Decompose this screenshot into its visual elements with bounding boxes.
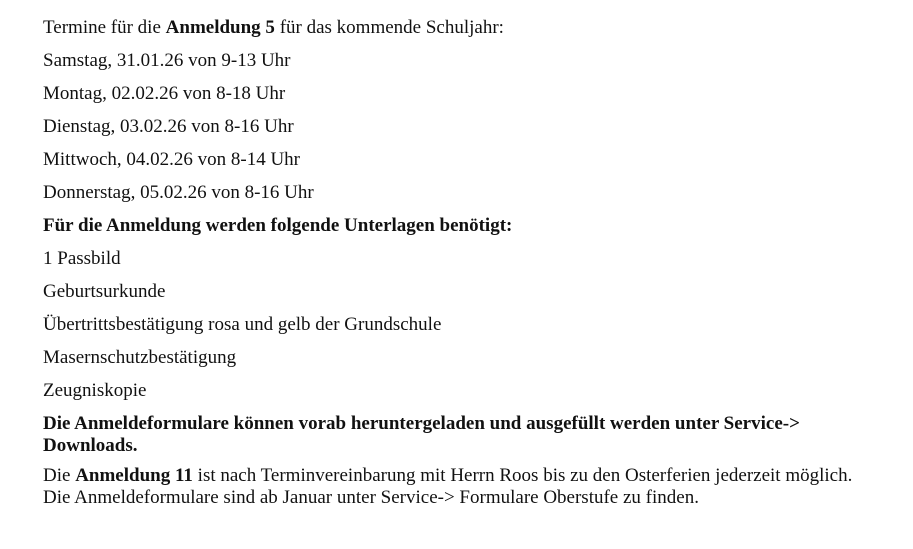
grade11-bold: Anmeldung 11: [75, 465, 193, 486]
intro-prefix: Termine für die: [43, 17, 166, 38]
date-item: Mittwoch, 04.02.26 von 8-14 Uhr: [43, 149, 301, 170]
intro-line: [43, 17, 863, 39]
grade11-paragraph: [43, 465, 863, 509]
date-item: Donnerstag, 05.02.26 von 8-16 Uhr: [43, 182, 314, 203]
date-item: Dienstag, 03.02.26 von 8-16 Uhr: [43, 116, 294, 137]
document-item: 1 Passbild: [43, 248, 121, 269]
intro-suffix: für das kommende Schuljahr:: [274, 17, 504, 38]
download-note: Die Anmeldeformulare können vorab heruntergeladen und ausgefüllt werden unter Service-> Downloads.: [43, 413, 800, 456]
date-item: Montag, 02.02.26 von 8-18 Uhr: [43, 83, 286, 104]
grade11-prefix: Die: [43, 465, 76, 486]
grade11-suffix: ist nach Terminvereinbarung mit Herrn Roos bis zu den Osterferien jederzeit möglich. Die Anmeldeformulare sind ab Januar unter Service-> Formulare Oberstufe zu finden.: [43, 465, 853, 508]
document-item: Geburtsurkunde: [43, 281, 166, 302]
date-item: Samstag, 31.01.26 von 9-13 Uhr: [43, 50, 291, 71]
intro-bold: Anmeldung 5: [165, 17, 275, 38]
document-item: Übertrittsbestätigung rosa und gelb der Grundschule: [43, 314, 442, 335]
document-item: Masernschutzbestätigung: [43, 347, 237, 368]
page-content: [43, 17, 863, 517]
document-item: Zeugniskopie: [43, 380, 147, 401]
documents-heading: Für die Anmeldung werden folgende Unterlagen benötigt:: [43, 215, 513, 236]
